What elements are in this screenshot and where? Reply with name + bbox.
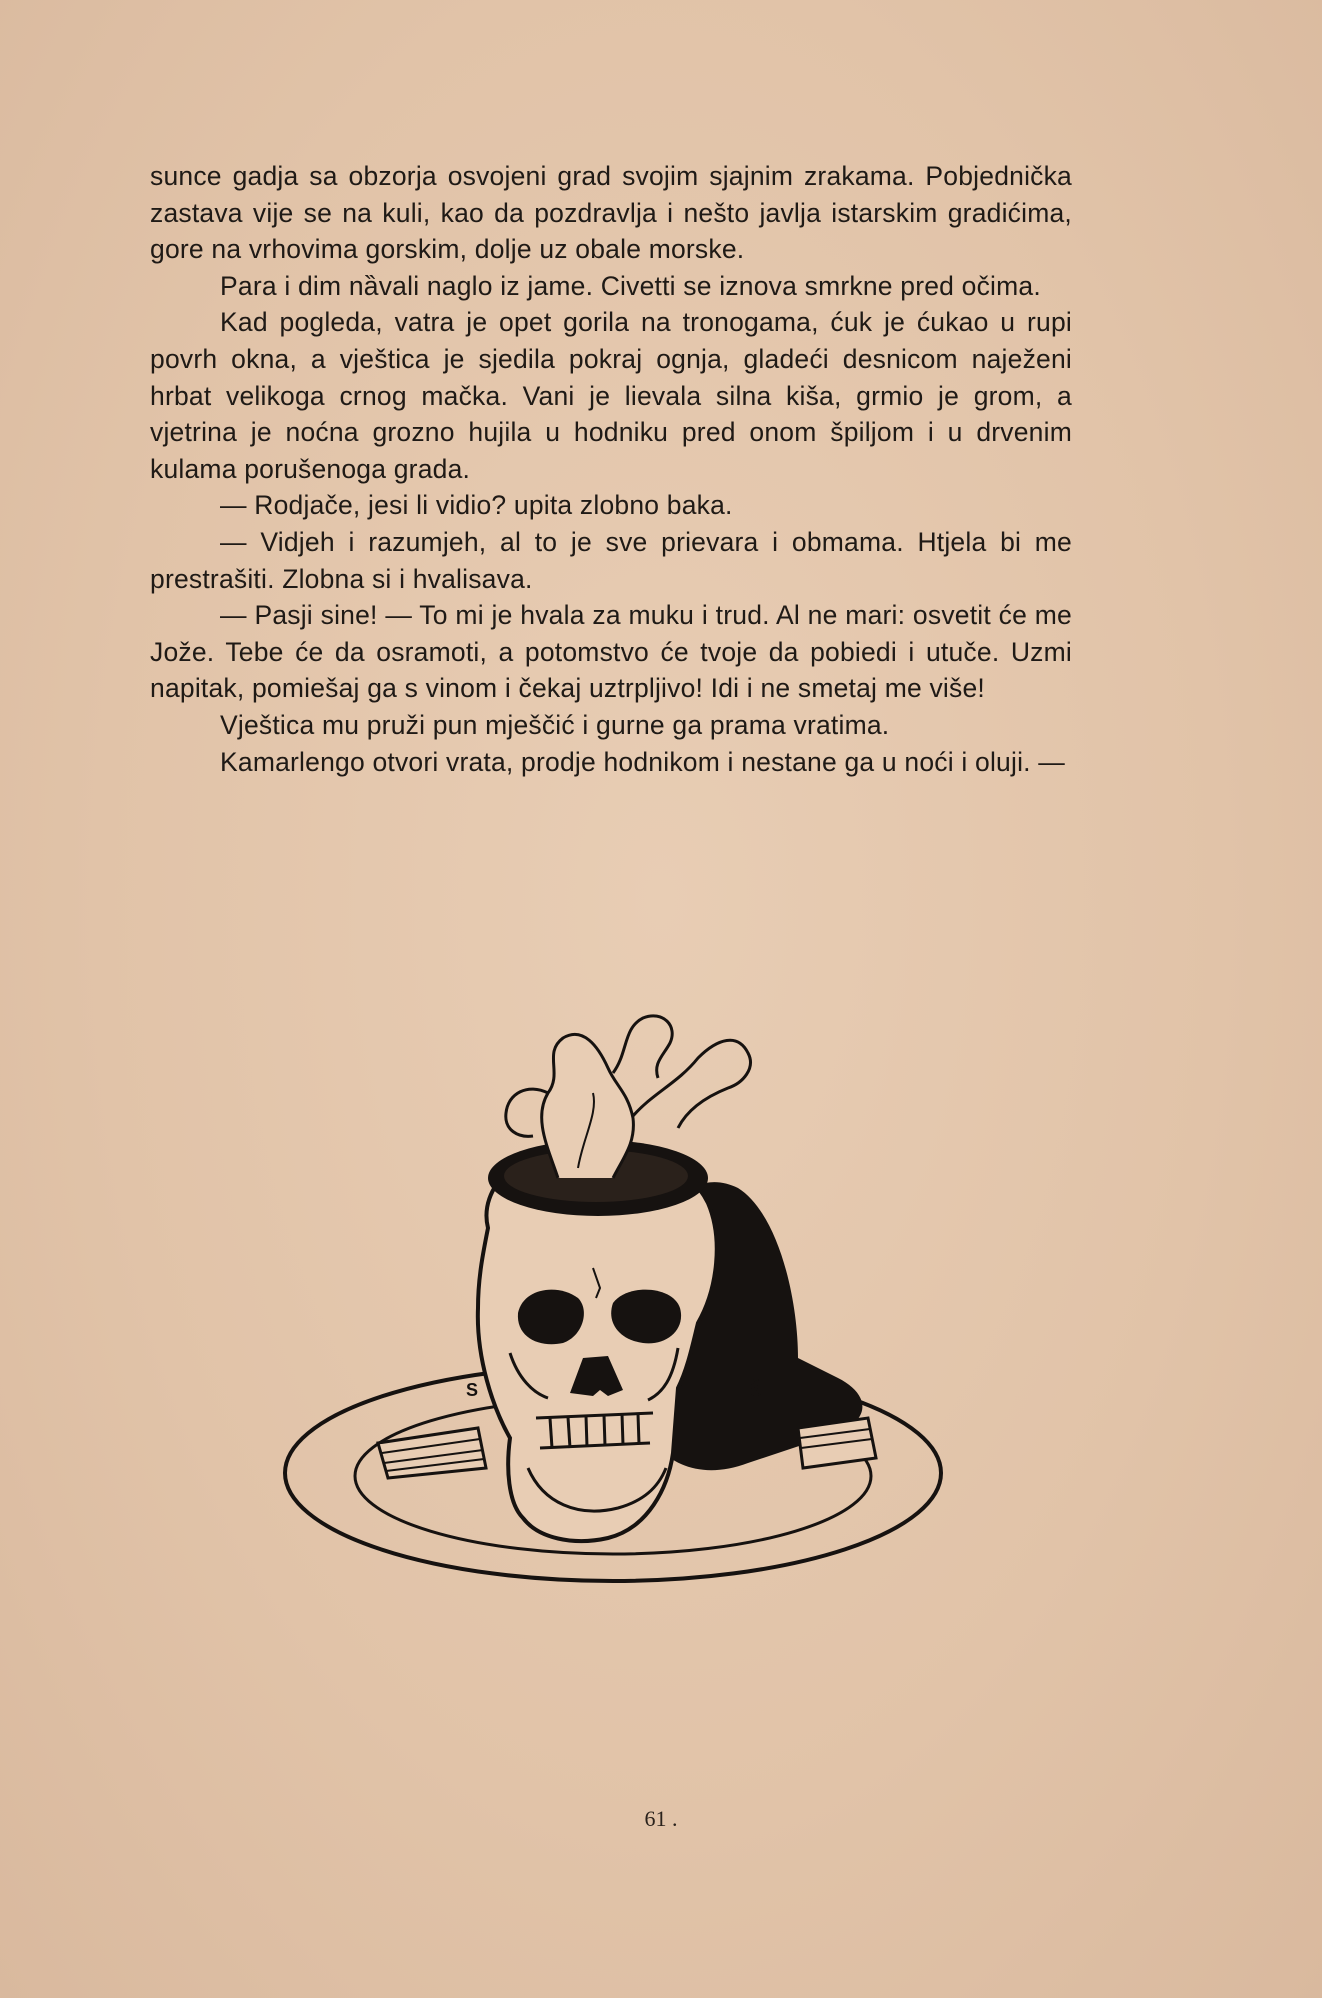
body-text xyxy=(150,158,1072,780)
paragraph: — Vidjeh i razumjeh, al to je sve prievara i obmama. Htjela bi me prestrašiti. Zlobna si i hvalisava. xyxy=(150,526,1072,594)
paragraph: Vještica mu pruži pun mješčić i gurne ga prama vratima. xyxy=(220,709,890,740)
paragraph: — Rodjače, jesi li vidio? upita zlobno baka. xyxy=(220,490,733,521)
paragraph: Kad pogleda, vatra je opet gorila na tronogama, ćuk je ćukao u rupi povrh okna, a vještica je sjedila pokraj ognja, gladeći desnicom naježeni hrbat velikoga crnog mačka. Vani je lievala silna kiša, grmio je grom, a vjetrina je noćna grozno hujila u hodniku pred onom špiljom i u drvenim kulama porušenoga grada. xyxy=(150,307,1072,484)
paragraph: Kamarlengo otvori vrata, prodje hodnikom i nestane ga u noći i oluji. — xyxy=(220,746,1065,777)
skull-on-plate-illustration xyxy=(278,998,948,1598)
page-number: 61 . xyxy=(644,1806,678,1831)
paragraph: Para i dim nȁvali naglo iz jame. Civetti se iznova smrkne pred očima. xyxy=(220,270,1041,301)
monogram-right: Š xyxy=(750,1380,763,1400)
monogram-left: S xyxy=(466,1380,479,1400)
paragraph: sunce gadja sa obzorja osvojeni grad svojim sjajnim zrakama. Pobjednička zastava vije se na kuli, kao da pozdravlja i nešto javlja istarskim gradićima, gore na vrhovima gorskim, dolje uz obale morske. xyxy=(150,161,1072,265)
paragraph: — Pasji sine! — To mi je hvala za muku i trud. Al ne mari: osvetit će me Jože. Tebe će da osramoti, a potomstvo će tvoje da pobiedi i utuče. Uzmi napitak, pomiešaj ga s vinom i čekaj uztrpljivo! Idi i ne smetaj me više! xyxy=(150,600,1072,704)
